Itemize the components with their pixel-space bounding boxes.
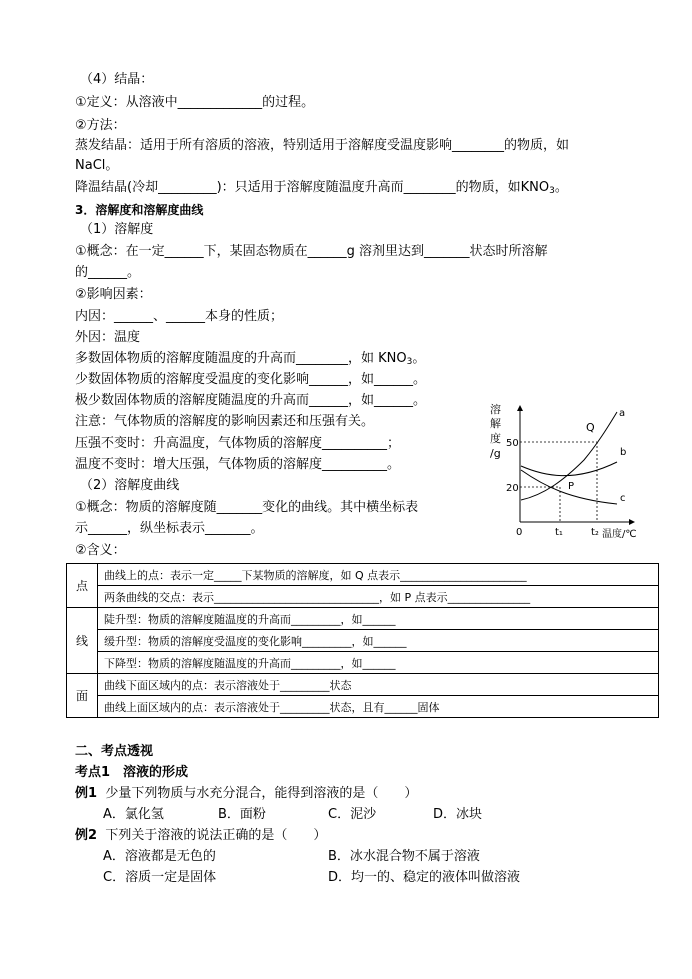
evaporation-line-1: 蒸发结晶：适用于所有溶质的溶液，特别适用于溶解度受温度影响________的物质，如 (75, 138, 570, 153)
most-end: 。 (412, 351, 426, 366)
evaporation-line-2: NaCl。 (75, 158, 119, 173)
cooling-text: 降温结晶(冷却_________)：只适用于溶解度随温度升高而________的物质，如KNO (75, 180, 550, 195)
concept-line-1: ①概念：在一定______下，某固态物质在______g 溶剂里达到_______状态时所溶解 (75, 244, 548, 259)
kp1-heading: 考点1 溶液的形成 (75, 765, 189, 780)
cooling-end: 。 (554, 180, 568, 195)
temperature-constant: 温度不变时：增大压强，气体物质的溶解度__________。 (75, 457, 401, 472)
most-text: 多数固体物质的溶解度随温度的升高而________，如 KNO (75, 351, 407, 366)
external-factors: 外因：温度 (75, 330, 141, 345)
example1-label: 例1 (75, 786, 98, 801)
ex2-option-b: B．冰水混合物不属于溶液 (328, 849, 480, 864)
solubility-heading: 3．溶解度和溶解度曲线 (75, 203, 204, 217)
y-tick-50: 50 (506, 438, 519, 449)
table-row (67, 652, 659, 674)
x-tick-t2: t₂ (591, 527, 599, 538)
section2-heading: 二、考点透视 (75, 744, 154, 759)
example2-text: 下列关于溶液的说法正确的是（ ） (105, 828, 327, 843)
ex2-option-a: A．溶液都是无色的 (103, 849, 216, 864)
few-solids: 少数固体物质的溶解度受温度的变化影响______，如______。 (75, 372, 427, 387)
y-tick-20: 20 (506, 483, 519, 494)
crystallization-method-label: ②方法： (75, 118, 126, 133)
ex1-option-d: D．冰块 (433, 807, 483, 822)
face-row-1: 曲线下面区域内的点：表示溶液处于_________状态 (98, 674, 659, 696)
point-category: 点 (67, 564, 98, 608)
face-category: 面 (67, 674, 98, 718)
point-row-2: 两条曲线的交点：表示______________________________，如 P 点表示_______________ (98, 586, 659, 608)
curve-a-label: a (619, 408, 626, 419)
table-row (67, 608, 659, 630)
y-label-4: /g (490, 447, 501, 460)
x-tick-0: 0 (516, 527, 523, 538)
line-row-1: 陡升型：物质的溶解度随温度的升高而_________，如______ (98, 608, 659, 630)
curve-b-label: b (620, 447, 627, 458)
x-tick-t1: t₁ (555, 527, 563, 538)
concept-line-2: 的______。 (75, 265, 141, 280)
solubility-curve-graph (484, 400, 644, 540)
most-subscript: 3 (406, 357, 413, 367)
ex1-option-a: A．氯化氢 (103, 807, 164, 822)
curve-concept-2: 示______，纵坐标表示_______。 (75, 521, 264, 536)
example2-question (75, 827, 326, 845)
solubility-sub1: （1）溶解度 (80, 222, 154, 237)
table-row (67, 696, 659, 718)
point-q-label: Q (586, 421, 595, 434)
crystallization-definition: ①定义：从溶液中_____________的过程。 (75, 95, 315, 110)
line-category: 线 (67, 608, 98, 674)
line-row-2: 缓升型：物质的溶解度受温度的变化影响_________，如______ (98, 630, 659, 652)
curve-concept-1: ①概念：物质的溶解度随_______变化的曲线。其中横坐标表 (75, 500, 419, 515)
y-label-1: 溶 (490, 403, 501, 416)
pressure-constant: 压强不变时：升高温度，气体物质的溶解度__________； (75, 436, 401, 451)
example1-question (75, 785, 417, 803)
cooling-subscript: 3 (549, 186, 555, 196)
table-row (67, 674, 659, 696)
cooling-crystallization (75, 179, 568, 200)
table-row (67, 564, 659, 586)
table-row (67, 630, 659, 652)
point-p-label: P (568, 481, 575, 492)
example2-label: 例2 (75, 828, 98, 843)
ex1-option-b: B．面粉 (218, 807, 266, 822)
y-label-2: 解 (490, 417, 501, 430)
internal-factors: 内因：______、______本身的性质； (75, 309, 284, 324)
meaning-table (66, 563, 659, 718)
rare-solids: 极少数固体物质的溶解度随温度的升高而______，如______。 (75, 393, 427, 408)
ex2-option-d: D．均一的、稳定的液体叫做溶液 (328, 870, 521, 885)
solubility-sub2: （2）溶解度曲线 (80, 478, 180, 493)
line-row-3: 下降型：物质的溶解度随温度的升高而_________，如______ (98, 652, 659, 674)
factors-label: ②影响因素： (75, 287, 152, 302)
crystallization-heading: （4）结晶： (80, 72, 154, 87)
gas-note: 注意：气体物质的溶解度的影响因素还和压强有关。 (75, 414, 375, 429)
table-row (67, 586, 659, 608)
point-row-1: 曲线上的点：表示一定_____下某物质的溶解度，如 Q 点表示_______________________ (98, 564, 659, 586)
example1-text: 少量下列物质与水充分混合，能得到溶液的是（ ） (105, 786, 418, 801)
ex2-option-c: C．溶质一定是固体 (103, 870, 217, 885)
most-solids (75, 350, 425, 371)
y-label-3: 度 (490, 432, 501, 445)
curve-c-label: c (620, 493, 626, 504)
meaning-label: ②含义： (75, 543, 126, 558)
ex1-option-c: C．泥沙 (328, 807, 377, 822)
face-row-2: 曲线上面区域内的点：表示溶液处于_________状态，且有______固体 (98, 696, 659, 718)
x-axis-label: 温度/℃ (602, 529, 637, 540)
